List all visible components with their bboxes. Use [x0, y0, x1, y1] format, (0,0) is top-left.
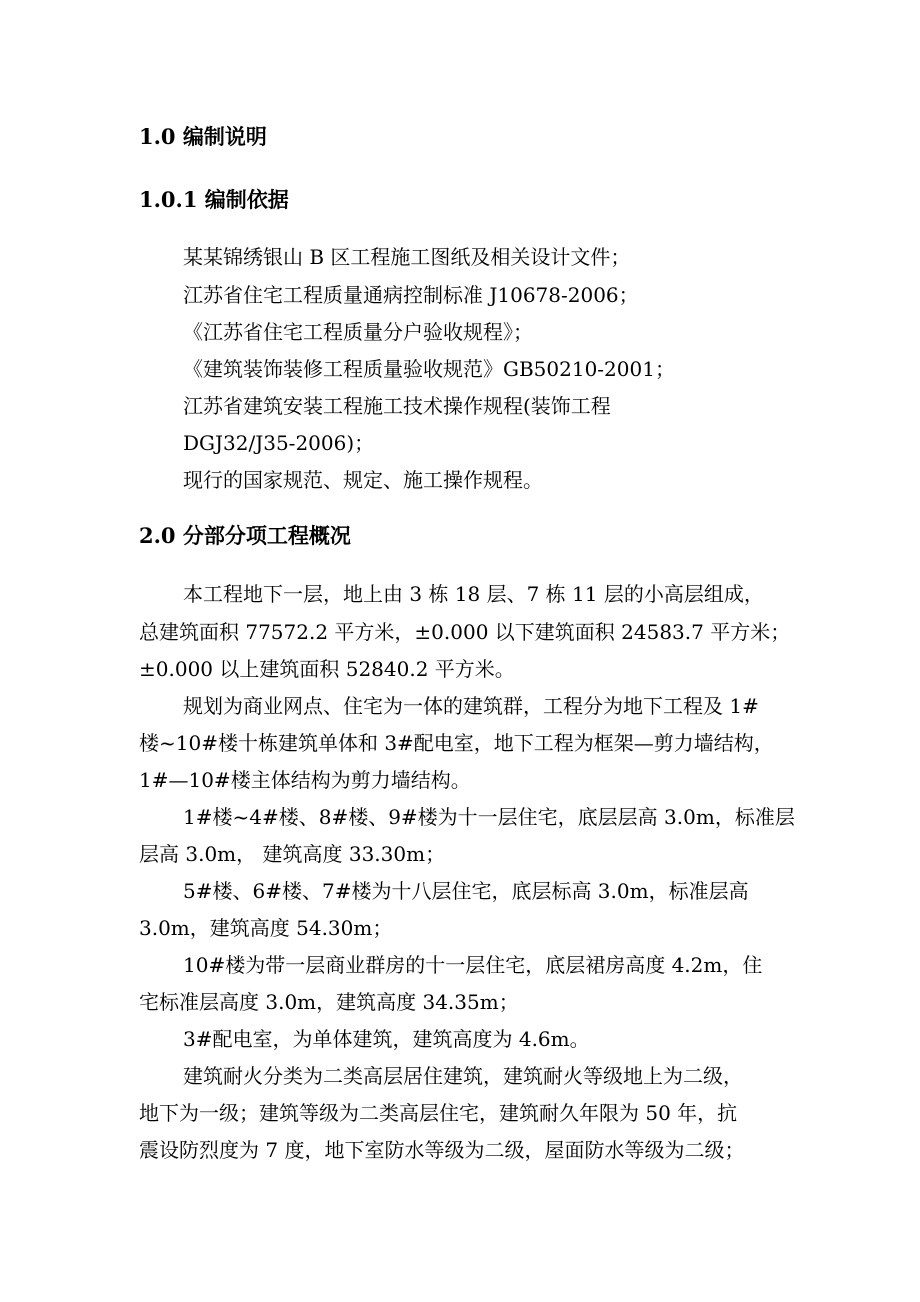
basis-item: 《江苏省住宅工程质量分户验收规程》； — [183, 320, 533, 344]
paragraph-line: 1#楼~4#楼、8#楼、9#楼为十一层住宅，底层层高 3.0m，标准层 — [183, 805, 795, 829]
paragraph-line: 地下为一级；建筑等级为二类高层住宅，建筑耐久年限为 50 年，抗 — [139, 1101, 738, 1125]
basis-item: 现行的国家规范、规定、施工操作规程。 — [183, 468, 543, 492]
basis-item: 某某锦绣银山 B 区工程施工图纸及相关设计文件； — [183, 245, 631, 269]
paragraph-line: 总建筑面积 77572.2 平方米，±0.000 以下建筑面积 24583.7 平方米； — [139, 620, 791, 644]
basis-item: 江苏省建筑安装工程施工技术操作规程(装饰工程 — [183, 394, 611, 418]
basis-item: DGJ32/J35-2006)； — [183, 431, 375, 455]
paragraph-line: 震设防烈度为 7 度，地下室防水等级为二级，屋面防水等级为二级； — [139, 1138, 745, 1162]
section-heading-1: 1.0 编制说明 — [139, 124, 267, 149]
subsection-heading-1-0-1: 1.0.1 编制依据 — [139, 187, 289, 212]
paragraph-line: 5#楼、6#楼、7#楼为十八层住宅，底层标高 3.0m，标准层高 — [183, 879, 749, 903]
paragraph-line: 宅标准层高度 3.0m，建筑高度 34.35m； — [139, 990, 519, 1014]
paragraph-line: 规划为商业网点、住宅为一体的建筑群，工程分为地下工程及 1# — [183, 694, 759, 718]
paragraph-line: ±0.000 以上建筑面积 52840.2 平方米。 — [139, 657, 515, 681]
basis-item: 《建筑装饰装修工程质量验收规范》GB50210-2001； — [183, 357, 675, 381]
section-heading-2: 2.0 分部分项工程概况 — [139, 523, 351, 548]
paragraph-line: 3.0m，建筑高度 54.30m； — [139, 916, 393, 940]
paragraph-line: 层高 3.0m， 建筑高度 33.30m； — [139, 842, 446, 866]
paragraph-line: 1#—10#楼主体结构为剪力墙结构。 — [139, 768, 471, 792]
basis-item: 江苏省住宅工程质量通病控制标准 J10678-2006； — [183, 283, 639, 307]
paragraph-line: 楼~10#楼十栋建筑单体和 3#配电室，地下工程为框架—剪力墙结构， — [139, 731, 774, 755]
paragraph-line: 建筑耐火分类为二类高层居住建筑，建筑耐火等级地上为二级， — [183, 1064, 743, 1088]
paragraph-line: 3#配电室，为单体建筑，建筑高度为 4.6m。 — [183, 1027, 590, 1051]
paragraph-line: 本工程地下一层，地上由 3 栋 18 层、7 栋 11 层的小高层组成， — [183, 582, 764, 606]
paragraph-line: 10#楼为带一层商业群房的十一层住宅，底层裙房高度 4.2m，住 — [183, 953, 763, 977]
